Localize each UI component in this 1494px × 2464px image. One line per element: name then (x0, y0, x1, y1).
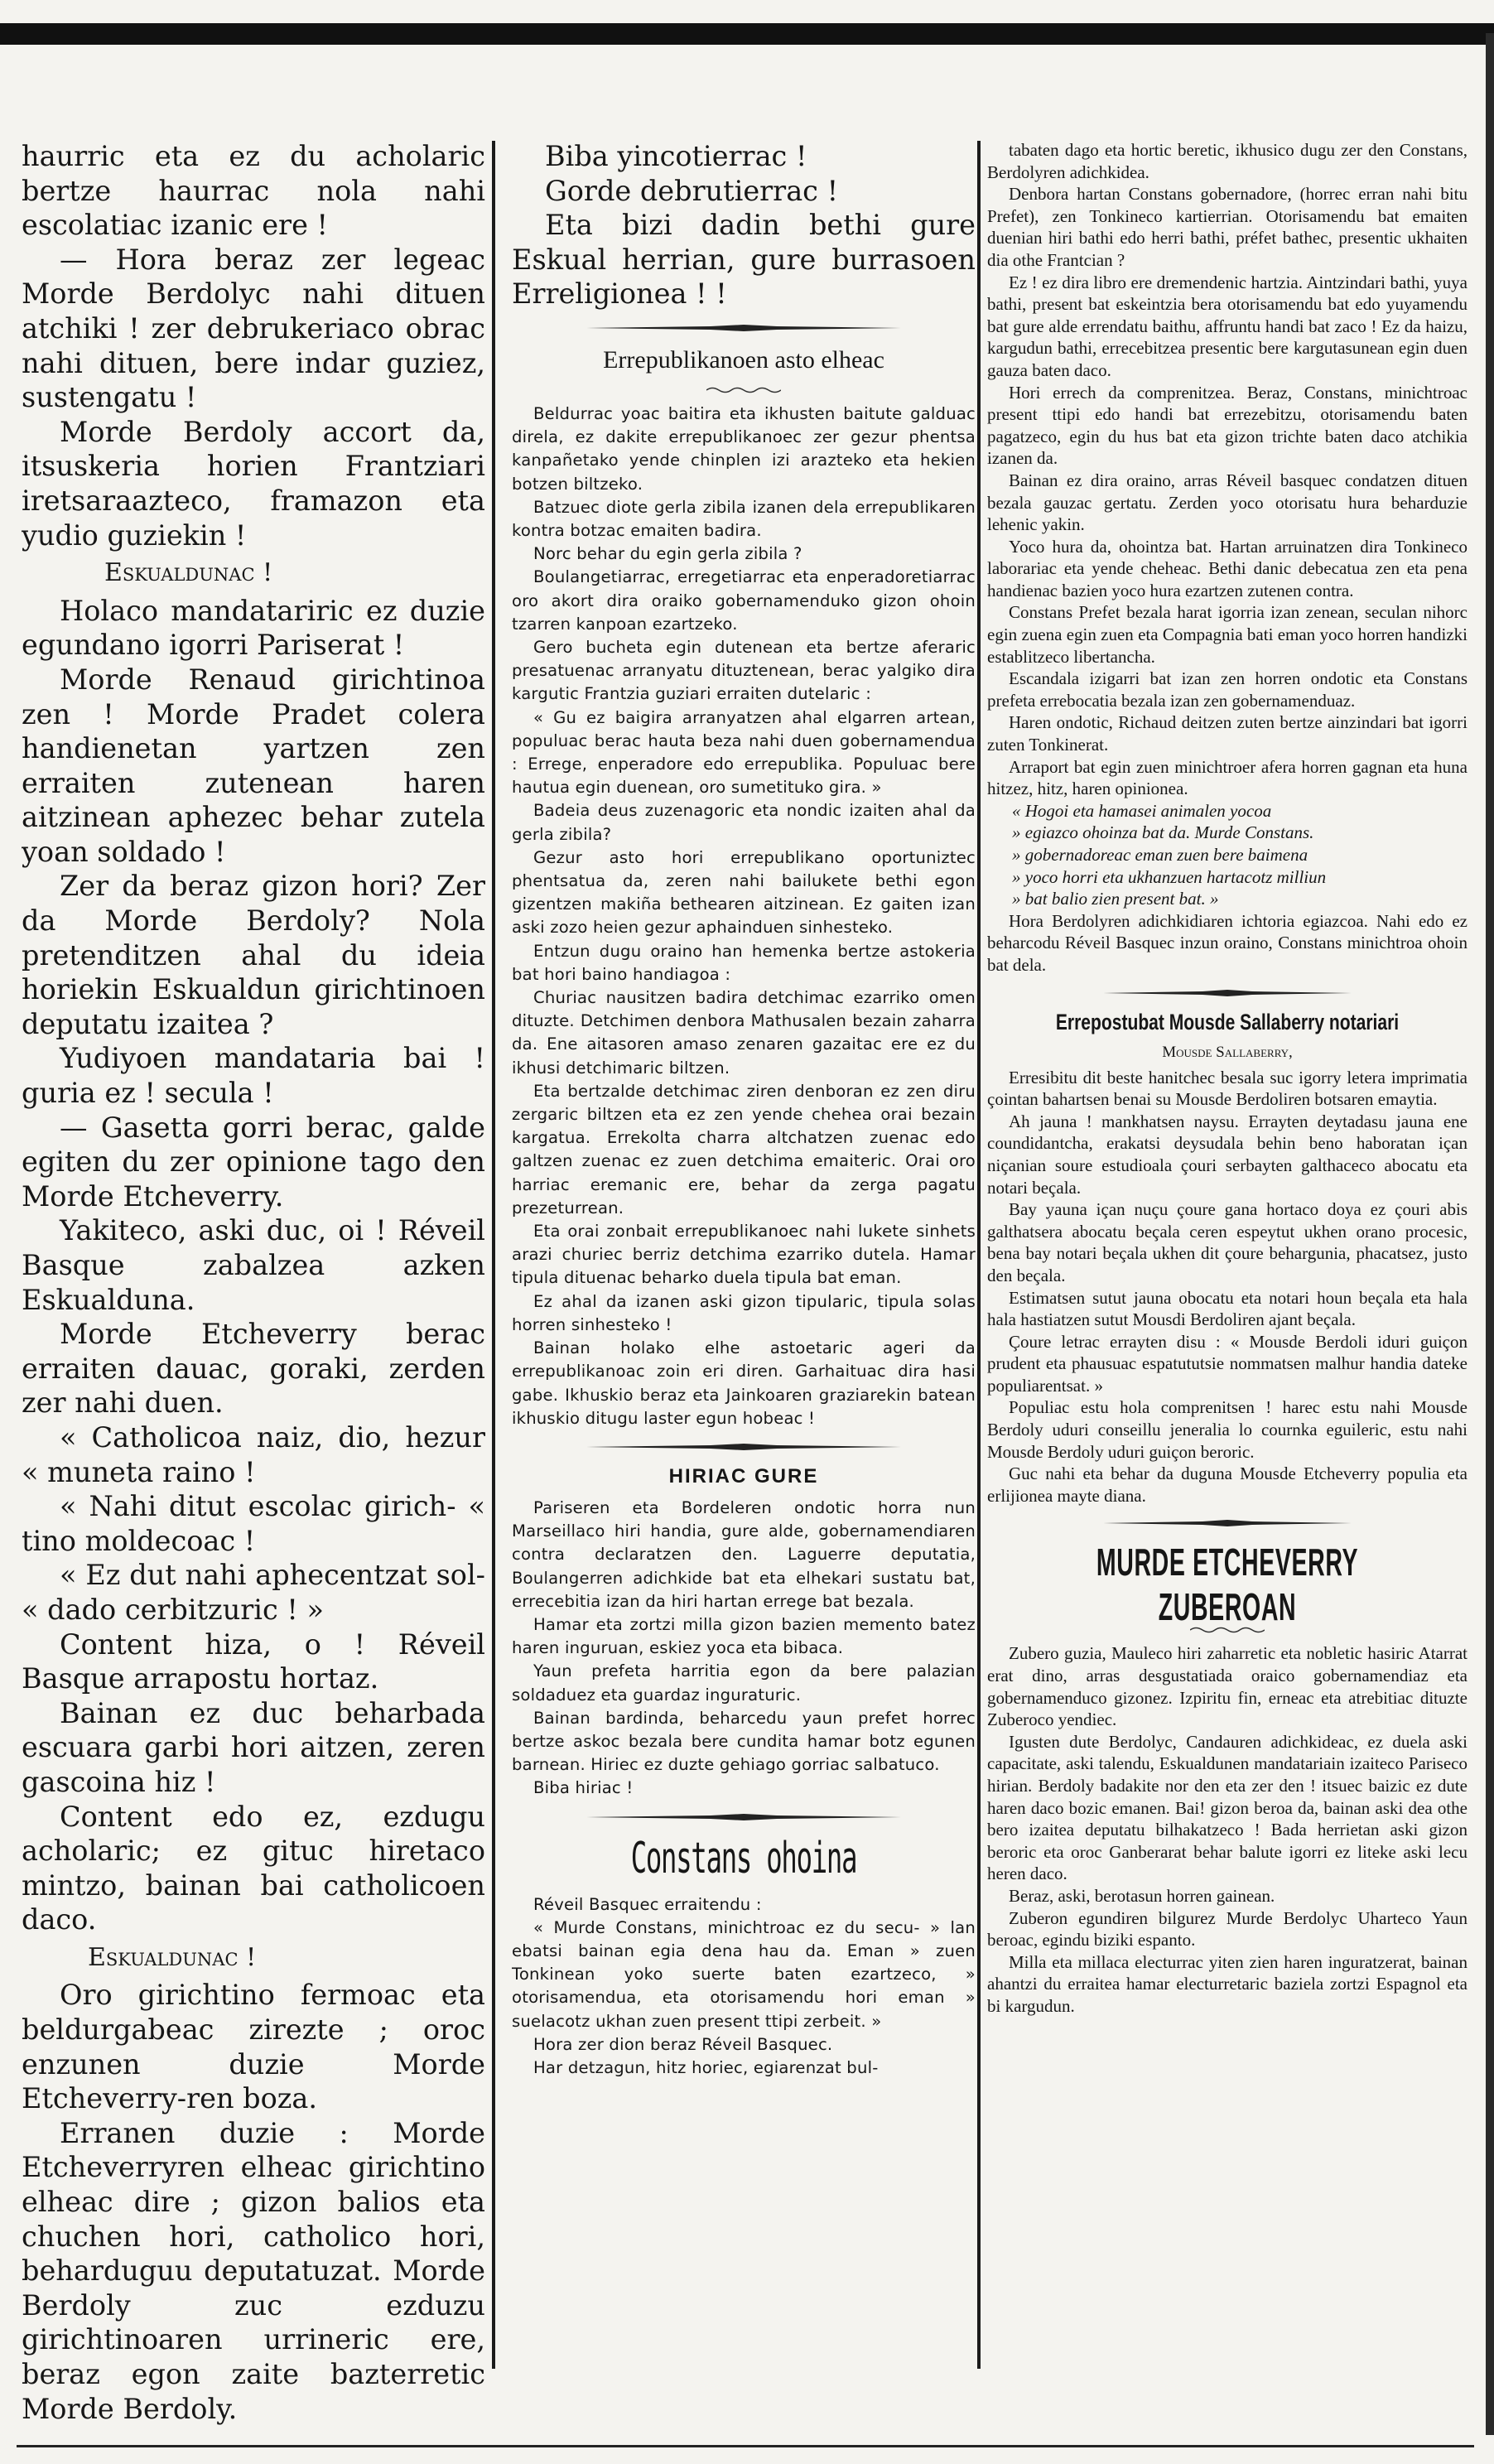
bottom-border-line (17, 2445, 1474, 2447)
paragraph: « Gu ez baigira arranyatzen ahal elgarren artean, populuac berac hauta beza nahi duen gobernamendua : Errege, enperadore edo errepublika. Populuac bere hautua egin duenean, oro sumetituko gira. » (512, 707, 976, 798)
paragraph: Churiac nausitzen badira detchimac ezarriko omen dituzte. Detchimen denbora Mathusalen bezain zaharra da. Ene aitasoren amaso zenaren gazaitac ere ez du ikhusi detchimaric biltzen. (512, 988, 976, 1078)
paragraph: « Murde Constans, minichtroac ez du secu- » lan ebatsi bainan egia dena hau da. Eman » zuen Tonkinean yoko suerte baten ezartzeco, » otorisamendua, eta otorisamendu hori eman » suelacotz ukhan zuen present ttipi zerbeit. » (512, 1917, 976, 2031)
paragraph: Constans Prefet bezala harat igorria izan zenean, seculan nihorc egin zuena egin zuen eta Compagnia bati eman yoco horren handizki establitzeco libertancha. (987, 602, 1467, 667)
article-body-constans-ohoina (512, 1893, 976, 2081)
paragraph: Bay yauna içan nuçu çoure gana hortaco doya ez çouri abis galthatsera abocatu beçala ceren espeytut ukhen orano procesic, bena bay notari beçala ukhen dit çoure behargunia, phacatsez, justo den beçala. (987, 1199, 1467, 1285)
paragraph: Escandala izigarri bat izan zen horren ondotic eta Constans prefeta errebocatia bezala izan zen gobernamenduaz. (987, 668, 1467, 711)
article-heading-hiriac-gure: HIRIAC GURE (668, 1464, 819, 1488)
paragraph: Har detzagun, hitz horiec, egiarenzat bul- (533, 2057, 879, 2077)
paragraph: Boulangetiarrac, erregetiarrac eta enperadoretiarrac oro akort dira oraiko gobernamenduko gizon ohoin tzarren kanpoan ezartzeko. (512, 567, 976, 634)
article-heading-constans-ohoina: Constans ohoina (630, 1833, 857, 1883)
paragraph: Morde Etcheverry berac erraiten dauac, goraki, zerden zer nahi duen. (22, 1318, 485, 1420)
article-body-errepostubat (987, 1067, 1467, 1507)
paragraph: haurric eta ez du acholaric bertze haurrac nola nahi escolatiac izanic ere ! (22, 140, 485, 242)
wave-ornament (706, 386, 781, 394)
paragraph: Eskualdunac ! (104, 558, 273, 588)
paragraph: » gobernadoreac eman zuen bere baimena (1012, 845, 1308, 865)
ornament-rule (586, 1442, 901, 1452)
paragraph: « Catholicoa naiz, dio, hezur « muneta raino ! (22, 1420, 485, 1488)
column-3 (987, 139, 1467, 2018)
paragraph: Yudiyoen mandataria bai ! guria ez ! secula ! (22, 1042, 485, 1110)
page-edge-shadow (1486, 33, 1494, 2435)
article-heading-asto-elheac: Errepublikanoen asto elheac (603, 345, 884, 374)
paragraph: Hori errech da comprenitzea. Beraz, Constans, minichtroac present ttipi edo handi bat errezebitzu, otorisamendu baten pagatzeco, egin du hus bat eta gizon trichte baten daco atchikia izanen da. (987, 382, 1467, 469)
paragraph: Haren ondotic, Richaud deitzen zuten bertze ainzindari bat igorri zuten Tonkinerat. (987, 712, 1467, 755)
article-byline: Mousde Sallaberry, (1162, 1043, 1293, 1061)
paragraph: Zer da beraz gizon hori? Zer da Morde Berdoly? Nola pretenditzen ahal du ideia horiekin Eskualdun girichtinoen deputatu izaitea ? (22, 870, 485, 1040)
ornament-rule (1103, 1518, 1352, 1528)
paragraph: Igusten dute Berdolyc, Candauren adichkideac, ez duela aski capacitate, aski talendu, Eskualdunen mandatariain izaiteco Pariseco hirian. Berdoly badakite nor den eta zer den ! itsuec baizic ez dute haren daco bozic emanen. Bai! gizon beroa da, bainan aski dea othe bero izaitea deputatu bilhakatzeco ! Bada herrietan aski gizon beroric eta oroc Ganberarat behar balute igorri ez liteke aski lecu heren daco. (987, 1731, 1467, 1884)
ornament-rule (1103, 988, 1352, 998)
ornament-rule (586, 1812, 901, 1822)
paragraph: Holaco mandatariric ez duzie egundano igorri Pariserat ! (22, 594, 485, 662)
verse-line: Biba yincotierrac ! (545, 140, 807, 172)
paragraph: « Ez dut nahi aphecentzat sol- « dado cerbitzuric ! » (22, 1559, 485, 1626)
paragraph: Batzuec diote gerla zibila izanen dela errepublikaren kontra botzac emaiten badira. (512, 497, 976, 540)
article-body-constans-continued (987, 139, 1467, 800)
paragraph: Arraport bat egin zuen minichtroer afera horren gagnan eta huna hitzez, hitz, haren opinionea. (987, 756, 1467, 799)
paragraph: Beldurrac yoac baitira eta ikhusten baitute galduac direla, ez dakite errepublikanoec zer gezur phentsa kanpañetako yende chinplen izi arazteko eta hekien botzen biltzeko. (512, 403, 976, 494)
closing-verse (512, 139, 976, 311)
article-heading-etcheverry-zuberoan: MURDE ETCHEVERRY ZUBEROAN (1096, 1541, 1359, 1629)
verse-line: Gorde debrutierrac ! (545, 174, 839, 207)
paragraph: Entzun dugu oraino han hemenka bertze astokeria bat hori baino handiagoa : (512, 941, 976, 984)
paragraph: Gezur asto hori errepublikano oportuniztec phentsatua da, zeren nahi bailukete bethi egon gizentzen makiña bethearen aitzinean. Ez gaiten izan aski zozo heien gezur aphainduen sinhesteko. (512, 847, 976, 938)
paragraph: Bainan ez dira oraino, arras Réveil basquec condatzen dituen bezala gauzac gertatu. Zerden yoco otorisatu hura beharduzie lehenic yakin. (987, 470, 1467, 535)
paragraph: Gero bucheta egin dutenean eta bertze aferaric presatuenac arranyatu dituztenean, berac yalgiko dira kargutic Frantzia guziari erraiten dutelaric : (512, 638, 976, 704)
paragraph: Denbora hartan Constans gobernadore, (horrec erran nahi bitu Prefet), zen Tonkineco kartierrian. Otorisamendu bat emaiten duenian hiri bathi edo herri bathi, préfet bathec, presentic ukhaiten dia othe Frantcian ? (987, 184, 1467, 270)
paragraph: Ah jauna ! mankhatsen naysu. Errayten deytadasu jauna ene coundidantcha, erakatsi deysudala behin beno haboratan içan niçanian soure estudioala çouri serbayten galthaceco abocatu eta notari beçala. (987, 1111, 1467, 1198)
paragraph: Bainan bardinda, beharcedu yaun prefet horrec bertze askoc bezala bere cundita hamar botz egunen barnean. Hiriec ez duzte gehiago gorriac salbatuco. (512, 1708, 976, 1775)
article-body-asto-elheac (512, 403, 976, 1430)
paragraph: Yoco hura da, ohointza bat. Hartan arruinatzen dira Tonkineco laborariac eta yende cheheac. Bethi danic debecatua zen eta pena handienac bazien yoco hura ezartzen zutenen contra. (987, 536, 1467, 600)
paragraph: Yaun prefeta harritia egon da bere palazian soldaduez eta guardaz inguraturic. (512, 1661, 976, 1705)
paragraph: Eta orai zonbait errepublikanoec nahi lukete sinhets arazi churiec berriz detchima ezarriko dutela. Hamar tipula dituenac beharko duela tipula bat eman. (512, 1222, 976, 1288)
column-rule-2 (977, 141, 981, 2369)
paragraph: Erresibitu dit beste hanitchec besala suc igorry letera imprimatia çointan bahartsen benai su Mousde Berdoliren botsaren emaytia. (987, 1067, 1467, 1110)
article-heading-errepostubat: Errepostubat Mousde Sallaberry notariari (1055, 1009, 1400, 1034)
paragraph: Populiac estu hola comprenitsen ! harec estu nahi Mousde Berdoly uduri conseillu jeneralia lo cournka eguileric, estu nahi Mousde Berdoly uduri guiçon beroric. (987, 1397, 1467, 1462)
paragraph: Hamar eta zortzi milla gizon bazien memento batez haren inguruan, eskiez yoca eta bibaca. (512, 1614, 976, 1658)
paragraph: Morde Berdoly accort da, itsuskeria horien Frantziari iretsaraazteco, framazon eta yudio guziekin ! (22, 415, 485, 552)
paragraph: » yoco horri eta ukhanzuen hartacotz milliun (1012, 866, 1327, 887)
paragraph: » egiazco ohoinza bat da. Murde Constans. (1012, 822, 1314, 843)
paragraph: Çoure letrac errayten disu : « Mousde Berdoli iduri guiçon prudent eta phausuac espatututsie nommatsen malhur handia dateke populiarentsat. » (987, 1331, 1467, 1396)
paragraph: Eta bertzalde detchimac ziren denboran ez zen diru zergaric biltzen eta ez zen yende chehea orai bezain kargatua. Errekolta charra altchatzen zuenac edo galtzen zuenac ez zuen detchima emaiteric. Orai oro harriac eremanic ere, behar da zerga pagatu prezeturrean. (512, 1081, 976, 1218)
paragraph: Content edo ez, ezdugu acholaric; ez gituc hiretaco mintzo, bainan bai catholicoen daco. (22, 1800, 485, 1936)
paragraph: Estimatsen sutut jauna obocatu eta notari houn beçala eta hala hala hastiatzen sutut Mousdi Berdoliren ajant beçala. (987, 1287, 1467, 1330)
paragraph: Bainan ez duc beharbada escuara garbi hori aitzen, zeren gascoina hiz ! (22, 1696, 485, 1798)
paragraph: Hora Berdolyren adichkidiaren ichtoria egiazcoa. Nahi edo ez beharcodu Réveil Basquec inzun oraino, Constans minichtroa ohoin bat dela. (987, 910, 1467, 975)
column-2 (512, 139, 976, 2080)
paragraph: Beraz, aski, berotasun horren gainean. (1009, 1885, 1275, 1906)
paragraph: Oro girichtino fermoac eta beldurgabeac zirezte ; oroc enzunen duzie Morde Etcheverry-ren boza. (22, 1979, 485, 2115)
paragraph: Réveil Basquec erraitendu : (533, 1894, 762, 1914)
verse-line: Eta bizi dadin bethi gure Eskual herrian, gure burrasoen Erreligionea ! ! (512, 209, 976, 311)
paragraph: « Hogoi eta hamasei animalen yocoa (1012, 800, 1272, 821)
paragraph: Bainan holako elhe astoetaric ageri da errepublikanoac zoin eri diren. Garhaituac dira hasi gabe. Ikhuskio beraz eta Jainkoaren graziarekin batean ikhuskio ditugu laster egun hobeac ! (512, 1338, 976, 1428)
paragraph: Milla eta millaca electurrac yiten zien haren inguratzerat, bainan ahantzi du erraitea hamar electurretaric baziela zortzi Espagnol eta bi kargudun. (987, 1951, 1467, 2016)
paragraph: Pariseren eta Bordeleren ondotic horra nun Marseillaco hiri handia, gure alde, gobernamendiaren contra declaratzen den. Laguerre deputatia, Boulangerren adichkide bat eta elhekari sustatu bat, errecebitia izan da hiri hartan errege bat bezala. (512, 1497, 976, 1611)
article-body-hiriac-gure (512, 1497, 976, 1801)
paragraph: Guc nahi eta behar da duguna Mousde Etcheverry populia eta erlijionea mayte diana. (987, 1463, 1467, 1506)
paragraph: — Gasetta gorri berac, galde egiten du zer opinione tago den Morde Etcheverry. (22, 1111, 485, 1213)
column-1 (22, 139, 485, 2426)
column-rule-1 (492, 141, 495, 2369)
paragraph: « Nahi ditut escolac girich- « tino moldecoac ! (22, 1490, 485, 1557)
paragraph: tabaten dago eta hortic beretic, ikhusico dugu zer den Constans, Berdolyren adichkidea. (987, 140, 1467, 182)
paragraph: Badeia deus zuzenagoric eta nondic izaiten ahal da gerla zibila? (512, 801, 976, 844)
paragraph: Zuberon egundiren bilgurez Murde Berdolyc Uharteco Yaun beroac, egindu biziki espanto. (987, 1907, 1467, 1950)
paragraph: Ez ahal da izanen aski gizon tipularic, tipula solas horren sinhesteko ! (512, 1291, 976, 1334)
paragraph: Biba hiriac ! (533, 1778, 634, 1798)
paragraph: Zubero guzia, Mauleco hiri zaharretic eta nobletic hasiric Atarrat erat dino, arras desgustatiada oraico gobernamendiaz eta gobernamenduco gizonez. Izpiritu fin, erneac eta atrebitiac dituzte Zuberoco yendiec. (987, 1643, 1467, 1730)
top-border-bar (0, 23, 1494, 45)
paragraph: Norc behar du egin gerla zibila ? (533, 544, 802, 564)
paragraph: — Hora beraz zer legeac Morde Berdolyc nahi dituen atchiki ! zer debrukeriaco obrac nahi dituen, bere indar guziez, sustengatu ! (22, 243, 485, 414)
article-body-etcheverry-zuberoan (987, 1642, 1467, 2017)
paragraph: Ez ! ez dira libro ere dremendenic hartzia. Aintzindari bathi, yuya bathi, present bat eskeintzia bera otorisamendu bat edo yuyamendu bat gure alde errendatu baithu, affruntu handi bat zaco ! Ez da haizu, kargudun bathi, errecebitzea presentic bere kargutasunean egin duen gauza baten daco. (987, 272, 1467, 380)
report-quotation (987, 800, 1467, 910)
paragraph: Erranen duzie : Morde Etcheverryren elheac girichtino elheac dire ; gizon balios eta chuchen hori, catholico hori, beharduguu deputatuzat. Morde Berdoly zuc ezduzu girichtinoaren urrineric ere, beraz egon zaite bazterretic Morde Berdoly. (22, 2116, 485, 2425)
paragraph: Eskualdunac ! (88, 1942, 257, 1972)
paragraph: » bat balio zien present bat. » (1012, 889, 1219, 909)
paragraph: Hora zer dion beraz Réveil Basquec. (533, 2034, 833, 2054)
paragraph: Content hiza, o ! Réveil Basque arrapostu hortaz. (22, 1627, 485, 1695)
paragraph: Morde Renaud girichtinoa zen ! Morde Pradet colera handienetan yartzen zen erraiten zutenean haren aitzinean aphezec behar zutela yoan soldado ! (22, 663, 485, 868)
paragraph: Yakiteco, aski duc, oi ! Réveil Basque zabalzea azken Eskualduna. (22, 1214, 485, 1316)
ornament-rule (586, 323, 901, 333)
